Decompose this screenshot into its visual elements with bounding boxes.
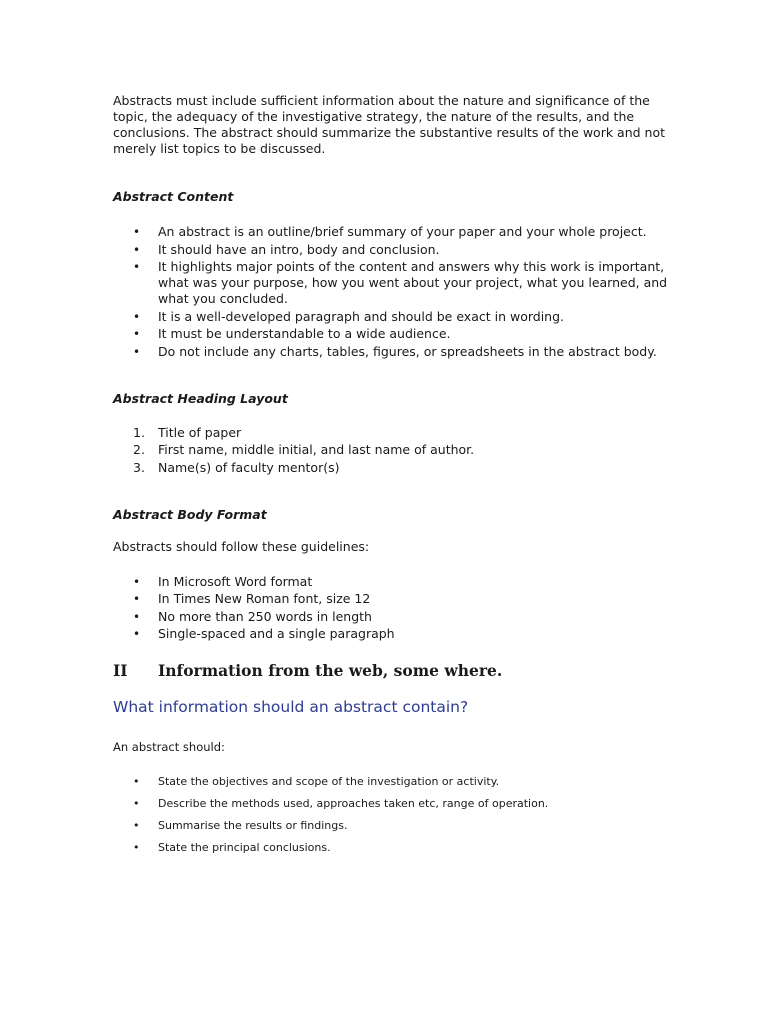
bullet-icon: •: [133, 309, 141, 324]
abstract-heading-layout-list: [113, 425, 673, 476]
abstract-content-list: [113, 224, 673, 360]
list-item: 1. Title of paper: [133, 424, 242, 440]
section-heading: [113, 661, 673, 681]
list-item: • It must be understandable to a wide audience.: [133, 326, 451, 341]
bullet-icon: •: [133, 260, 141, 274]
list-item: 2. First name, middle initial, and last name of author.: [133, 442, 475, 457]
document-page: [113, 93, 673, 863]
list-item: • Summarise the results or findings.: [133, 819, 348, 832]
list-item: • It should have an intro, body and conclusion.: [133, 241, 440, 257]
bullet-icon: •: [133, 592, 141, 606]
list-item: • In Times New Roman font, size 12: [133, 591, 371, 606]
body-format-lead: Abstracts should follow these guidelines:: [113, 538, 370, 554]
list-item: • State the principal conclusions.: [133, 841, 331, 854]
bullet-icon: •: [133, 627, 141, 641]
abstract-content-heading: Abstract Content: [113, 189, 234, 204]
list-item: • No more than 250 words in length: [133, 608, 372, 624]
abstract-heading-layout-heading: Abstract Heading Layout: [113, 390, 288, 406]
section-number: II: [113, 661, 128, 680]
list-item: • In Microsoft Word format: [133, 573, 313, 589]
list-item: 3. Name(s) of faculty mentor(s): [133, 459, 340, 475]
bullet-icon: •: [133, 225, 141, 239]
list-item: • Single-spaced and a single paragraph: [133, 626, 395, 641]
list-item: • State the objectives and scope of the investigation or activity.: [133, 775, 500, 788]
list-item: • An abstract is an outline/brief summary of your paper and your whole project.: [133, 224, 647, 239]
abstract-body-format-list: [113, 574, 673, 643]
bullet-icon: •: [133, 797, 140, 810]
list-item: • It is a well-developed paragraph and should be exact in wording.: [133, 308, 564, 324]
list-item: • Do not include any charts, tables, figures, or spreadsheets in the abstract body.: [133, 343, 657, 359]
list-item: • Describe the methods used, approaches taken etc, range of operation.: [133, 797, 549, 810]
bullet-icon: •: [133, 609, 141, 624]
section-title: Information from the web, some where.: [158, 661, 503, 680]
abstract-body-format-heading: Abstract Body Format: [113, 506, 267, 522]
bullet-icon: •: [133, 344, 141, 359]
bullet-icon: •: [133, 775, 140, 788]
bullet-icon: •: [133, 327, 141, 341]
bullet-icon: •: [133, 242, 141, 257]
web-list: [113, 775, 673, 855]
web-lead: An abstract should:: [113, 740, 225, 754]
bullet-icon: •: [133, 819, 140, 832]
bullet-icon: •: [133, 574, 141, 589]
web-heading: What information should an abstract contain?: [113, 698, 469, 716]
bullet-icon: •: [133, 841, 140, 854]
list-item: • It highlights major points of the content and answers why this work is important, what was your purpose, how you went about your project, what you learned, and what you concluded.: [133, 259, 668, 306]
intro-paragraph: Abstracts must include sufficient information about the nature and significance of the topic, the adequacy of the investigative strategy, the nature of the results, and the conclusions. The abstract should summarize the substantive results of the work and not merely list topics to be discussed.: [113, 93, 666, 156]
